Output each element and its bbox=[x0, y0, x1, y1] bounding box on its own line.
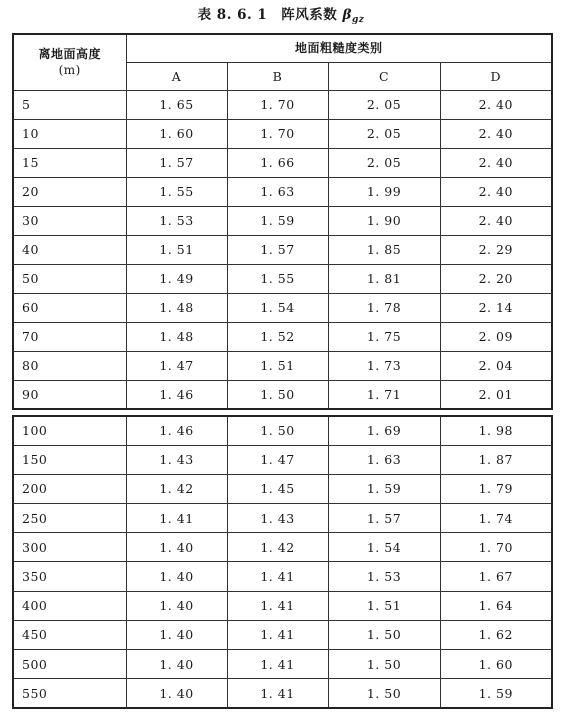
height-cell: 5 bbox=[13, 90, 126, 119]
gust-factor-cell-c: 2. 05 bbox=[328, 90, 440, 119]
height-cell: 50 bbox=[13, 264, 126, 293]
gust-factor-cell-c: 1. 50 bbox=[328, 679, 440, 708]
gust-factor-cell-d: 1. 64 bbox=[440, 591, 552, 620]
gust-factor-cell-b: 1. 42 bbox=[227, 533, 328, 562]
table-row bbox=[13, 177, 552, 206]
gust-factor-cell-b: 1. 70 bbox=[227, 119, 328, 148]
height-cell: 80 bbox=[13, 351, 126, 380]
table-row bbox=[13, 148, 552, 177]
table-row bbox=[13, 679, 552, 708]
category-header-d: D bbox=[440, 62, 552, 90]
gust-factor-cell-a: 1. 57 bbox=[126, 148, 227, 177]
height-cell: 30 bbox=[13, 206, 126, 235]
gust-factor-cell-b: 1. 63 bbox=[227, 177, 328, 206]
gust-factor-cell-c: 1. 50 bbox=[328, 620, 440, 649]
height-cell: 40 bbox=[13, 235, 126, 264]
gust-factor-cell-c: 1. 63 bbox=[328, 445, 440, 474]
table-row bbox=[13, 474, 552, 503]
category-header-c: C bbox=[328, 62, 440, 90]
table-row bbox=[13, 620, 552, 649]
gust-factor-cell-c: 1. 99 bbox=[328, 177, 440, 206]
table-row bbox=[13, 293, 552, 322]
table-number: 表 8. 6. 1 bbox=[197, 7, 268, 23]
gust-factor-cell-c: 1. 78 bbox=[328, 293, 440, 322]
gust-factor-cell-b: 1. 51 bbox=[227, 351, 328, 380]
gust-factor-cell-a: 1. 40 bbox=[126, 591, 227, 620]
gust-factor-cell-d: 2. 40 bbox=[440, 177, 552, 206]
gust-factor-cell-b: 1. 50 bbox=[227, 380, 328, 409]
table-row bbox=[13, 416, 552, 445]
gust-factor-cell-b: 1. 47 bbox=[227, 445, 328, 474]
gust-factor-cell-a: 1. 49 bbox=[126, 264, 227, 293]
gust-factor-cell-a: 1. 40 bbox=[126, 620, 227, 649]
table-row bbox=[13, 380, 552, 409]
table-title-subscript: gz bbox=[351, 15, 365, 25]
gust-factor-cell-b: 1. 50 bbox=[227, 416, 328, 445]
table-row bbox=[13, 322, 552, 351]
gust-factor-cell-a: 1. 41 bbox=[126, 504, 227, 533]
gust-factor-cell-c: 1. 50 bbox=[328, 650, 440, 679]
gust-factor-cell-a: 1. 40 bbox=[126, 679, 227, 708]
gust-factor-cell-d: 1. 67 bbox=[440, 562, 552, 591]
height-cell: 300 bbox=[13, 533, 126, 562]
height-cell: 400 bbox=[13, 591, 126, 620]
table-row bbox=[13, 650, 552, 679]
gust-factor-cell-d: 2. 14 bbox=[440, 293, 552, 322]
table-row bbox=[13, 235, 552, 264]
gust-factor-cell-c: 1. 73 bbox=[328, 351, 440, 380]
gust-factor-cell-c: 1. 75 bbox=[328, 322, 440, 351]
gust-factor-cell-a: 1. 53 bbox=[126, 206, 227, 235]
table-row bbox=[13, 445, 552, 474]
height-cell: 20 bbox=[13, 177, 126, 206]
height-header-unit: (m) bbox=[58, 63, 81, 78]
table-title-text: 阵风系数 bbox=[281, 7, 338, 23]
height-header-cell bbox=[13, 34, 126, 90]
gust-factor-cell-d: 2. 40 bbox=[440, 206, 552, 235]
gust-factor-cell-c: 1. 53 bbox=[328, 562, 440, 591]
height-header-label: 离地面高度 bbox=[38, 47, 101, 62]
gust-factor-cell-c: 1. 51 bbox=[328, 591, 440, 620]
gust-factor-cell-b: 1. 41 bbox=[227, 591, 328, 620]
gust-factor-cell-c: 1. 81 bbox=[328, 264, 440, 293]
gust-factor-cell-b: 1. 52 bbox=[227, 322, 328, 351]
height-cell: 350 bbox=[13, 562, 126, 591]
table-row bbox=[13, 90, 552, 119]
gust-factor-cell-c: 2. 05 bbox=[328, 148, 440, 177]
height-cell: 15 bbox=[13, 148, 126, 177]
gust-factor-cell-d: 2. 20 bbox=[440, 264, 552, 293]
roughness-header: 地面粗糙度类别 bbox=[126, 34, 552, 62]
gust-factor-cell-d: 2. 04 bbox=[440, 351, 552, 380]
gust-factor-cell-d: 1. 98 bbox=[440, 416, 552, 445]
gust-factor-cell-a: 1. 43 bbox=[126, 445, 227, 474]
gust-factor-cell-d: 1. 59 bbox=[440, 679, 552, 708]
gust-factor-table-lower bbox=[12, 415, 553, 709]
gust-factor-cell-b: 1. 41 bbox=[227, 679, 328, 708]
gust-factor-cell-d: 2. 01 bbox=[440, 380, 552, 409]
gust-factor-cell-a: 1. 46 bbox=[126, 380, 227, 409]
gust-factor-cell-b: 1. 41 bbox=[227, 650, 328, 679]
height-cell: 100 bbox=[13, 416, 126, 445]
table-title bbox=[0, 5, 562, 30]
gust-factor-cell-a: 1. 51 bbox=[126, 235, 227, 264]
gust-factor-cell-c: 1. 59 bbox=[328, 474, 440, 503]
gust-factor-cell-a: 1. 40 bbox=[126, 533, 227, 562]
gust-factor-cell-b: 1. 54 bbox=[227, 293, 328, 322]
gust-factor-cell-c: 1. 71 bbox=[328, 380, 440, 409]
gust-factor-cell-a: 1. 40 bbox=[126, 650, 227, 679]
table-row bbox=[13, 206, 552, 235]
category-header-b: B bbox=[227, 62, 328, 90]
gust-factor-cell-b: 1. 41 bbox=[227, 620, 328, 649]
gust-factor-cell-d: 1. 62 bbox=[440, 620, 552, 649]
gust-factor-cell-d: 2. 40 bbox=[440, 148, 552, 177]
height-cell: 200 bbox=[13, 474, 126, 503]
gust-factor-cell-a: 1. 48 bbox=[126, 293, 227, 322]
gust-factor-cell-c: 1. 57 bbox=[328, 504, 440, 533]
gust-factor-cell-d: 2. 40 bbox=[440, 90, 552, 119]
table-row bbox=[13, 119, 552, 148]
height-cell: 250 bbox=[13, 504, 126, 533]
gust-factor-cell-b: 1. 45 bbox=[227, 474, 328, 503]
gust-factor-cell-b: 1. 66 bbox=[227, 148, 328, 177]
gust-factor-cell-a: 1. 47 bbox=[126, 351, 227, 380]
gust-factor-cell-c: 1. 85 bbox=[328, 235, 440, 264]
gust-factor-cell-b: 1. 55 bbox=[227, 264, 328, 293]
table-title-symbol: β bbox=[342, 7, 352, 23]
height-cell: 550 bbox=[13, 679, 126, 708]
gust-factor-cell-d: 1. 70 bbox=[440, 533, 552, 562]
gust-factor-cell-a: 1. 65 bbox=[126, 90, 227, 119]
gust-factor-cell-b: 1. 43 bbox=[227, 504, 328, 533]
table-row bbox=[13, 591, 552, 620]
table-row bbox=[13, 351, 552, 380]
gust-factor-cell-b: 1. 41 bbox=[227, 562, 328, 591]
gust-factor-cell-a: 1. 40 bbox=[126, 562, 227, 591]
gust-factor-cell-b: 1. 70 bbox=[227, 90, 328, 119]
gust-factor-table-upper bbox=[12, 33, 553, 410]
gust-factor-cell-d: 2. 09 bbox=[440, 322, 552, 351]
height-cell: 450 bbox=[13, 620, 126, 649]
gust-factor-cell-d: 1. 87 bbox=[440, 445, 552, 474]
gust-factor-cell-a: 1. 46 bbox=[126, 416, 227, 445]
gust-factor-cell-a: 1. 60 bbox=[126, 119, 227, 148]
table-row bbox=[13, 504, 552, 533]
table-row bbox=[13, 533, 552, 562]
height-cell: 500 bbox=[13, 650, 126, 679]
gust-factor-cell-d: 2. 29 bbox=[440, 235, 552, 264]
gust-factor-cell-a: 1. 48 bbox=[126, 322, 227, 351]
gust-factor-cell-c: 1. 54 bbox=[328, 533, 440, 562]
gust-factor-cell-d: 1. 60 bbox=[440, 650, 552, 679]
height-cell: 70 bbox=[13, 322, 126, 351]
gust-factor-cell-a: 1. 42 bbox=[126, 474, 227, 503]
gust-factor-cell-c: 1. 90 bbox=[328, 206, 440, 235]
gust-factor-cell-d: 1. 79 bbox=[440, 474, 552, 503]
height-cell: 10 bbox=[13, 119, 126, 148]
gust-factor-cell-d: 2. 40 bbox=[440, 119, 552, 148]
gust-factor-cell-b: 1. 57 bbox=[227, 235, 328, 264]
gust-factor-cell-d: 1. 74 bbox=[440, 504, 552, 533]
gust-factor-cell-c: 2. 05 bbox=[328, 119, 440, 148]
height-cell: 90 bbox=[13, 380, 126, 409]
height-cell: 150 bbox=[13, 445, 126, 474]
gust-factor-cell-b: 1. 59 bbox=[227, 206, 328, 235]
gust-factor-cell-c: 1. 69 bbox=[328, 416, 440, 445]
height-cell: 60 bbox=[13, 293, 126, 322]
table-row bbox=[13, 264, 552, 293]
category-header-a: A bbox=[126, 62, 227, 90]
table-row bbox=[13, 562, 552, 591]
gust-factor-cell-a: 1. 55 bbox=[126, 177, 227, 206]
